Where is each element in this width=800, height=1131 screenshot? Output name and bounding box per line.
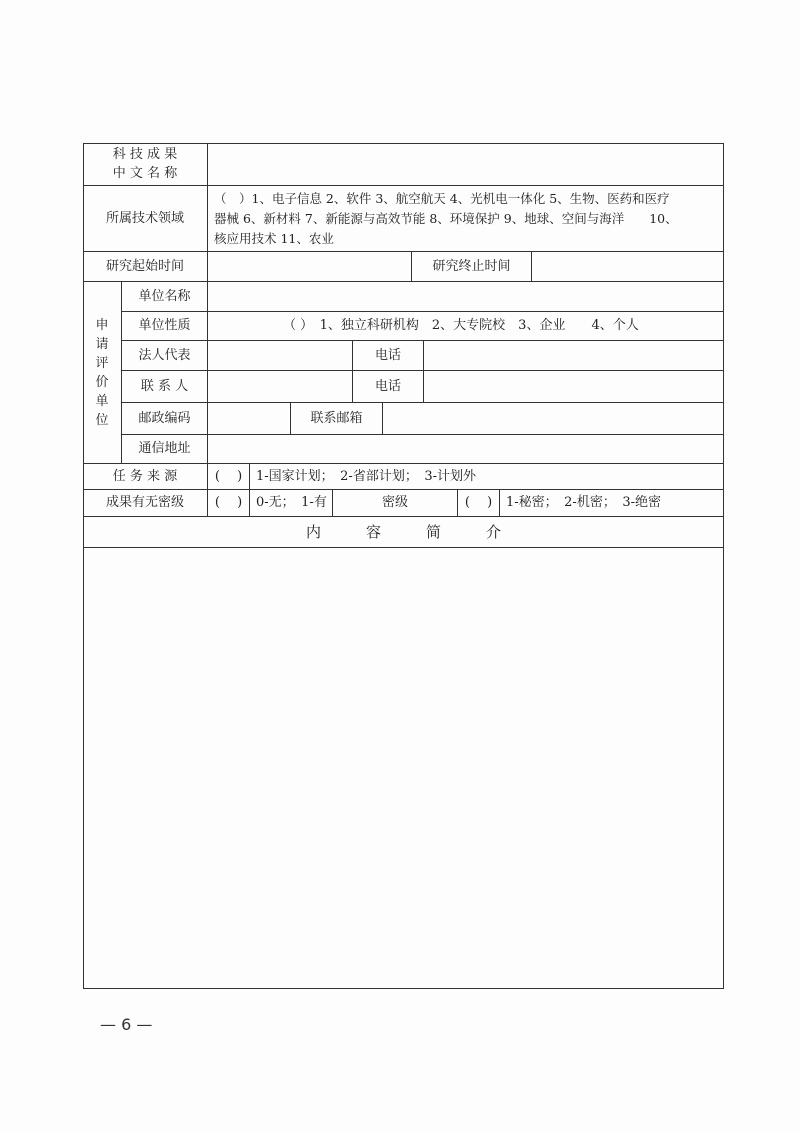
- secret-level-label: 密级: [332, 489, 457, 516]
- unit-name-label: 单位名称: [121, 281, 207, 311]
- postcode-field[interactable]: [207, 402, 290, 434]
- applicant-unit-group-label: 申 请 评 价 单 位: [83, 281, 121, 463]
- unit-nature-options[interactable]: （ ） 1、独立科研机构 2、大专院校 3、企业 4、个人: [207, 311, 724, 340]
- secret-level-choice[interactable]: ( ): [457, 489, 499, 516]
- summary-content-field[interactable]: [83, 547, 724, 989]
- research-start-field[interactable]: [207, 251, 411, 281]
- postcode-label: 邮政编码: [121, 402, 207, 434]
- legal-rep-phone-field[interactable]: [423, 340, 724, 370]
- tech-field-line3: 核应用技术 11、农业: [214, 230, 334, 246]
- email-label: 联系邮箱: [290, 402, 382, 434]
- secret-options: 0-无； 1-有: [249, 489, 332, 516]
- legal-rep-field[interactable]: [207, 340, 352, 370]
- secret-level-options: 1-秘密； 2-机密； 3-绝密: [499, 489, 724, 516]
- address-field[interactable]: [207, 434, 724, 463]
- summary-title: 内 容 简 介: [83, 516, 724, 547]
- research-start-label: 研究起始时间: [83, 251, 207, 281]
- task-source-label: 任 务 来 源: [83, 463, 207, 489]
- achievement-name-label: [83, 143, 207, 185]
- page-number: — 6 —: [100, 1015, 153, 1034]
- tech-field-label: 所属技术领域: [83, 185, 207, 251]
- phone-label-1: 电话: [352, 340, 423, 370]
- contact-phone-field[interactable]: [423, 370, 724, 402]
- phone-label-2: 电话: [352, 370, 423, 402]
- achievement-name-field[interactable]: [207, 143, 724, 185]
- secret-choice[interactable]: ( ): [207, 489, 249, 516]
- contact-label: 联 系 人: [121, 370, 207, 402]
- task-source-choice[interactable]: ( ): [207, 463, 249, 489]
- achievement-name-label-line2: 中 文 名 称: [112, 166, 178, 181]
- unit-nature-label: 单位性质: [121, 311, 207, 340]
- contact-field[interactable]: [207, 370, 352, 402]
- tech-field-line2: 器械 6、新材料 7、新能源与高效节能 8、环境保护 9、地球、空间与海洋 10、: [214, 210, 678, 226]
- research-end-field[interactable]: [531, 251, 724, 281]
- legal-rep-label: 法人代表: [121, 340, 207, 370]
- tech-field-line1: （ ）1、电子信息 2、软件 3、航空航天 4、光机电一体化 5、生物、医药和医疗: [214, 190, 670, 206]
- task-source-options: 1-国家计划； 2-省部计划； 3-计划外: [249, 463, 724, 489]
- address-label: 通信地址: [121, 434, 207, 463]
- secret-label: 成果有无密级: [83, 489, 207, 516]
- achievement-name-label-line1: 科 技 成 果: [112, 147, 178, 162]
- tech-field-options[interactable]: [207, 185, 724, 251]
- unit-name-field[interactable]: [207, 281, 724, 311]
- email-field[interactable]: [382, 402, 724, 434]
- research-end-label: 研究终止时间: [411, 251, 531, 281]
